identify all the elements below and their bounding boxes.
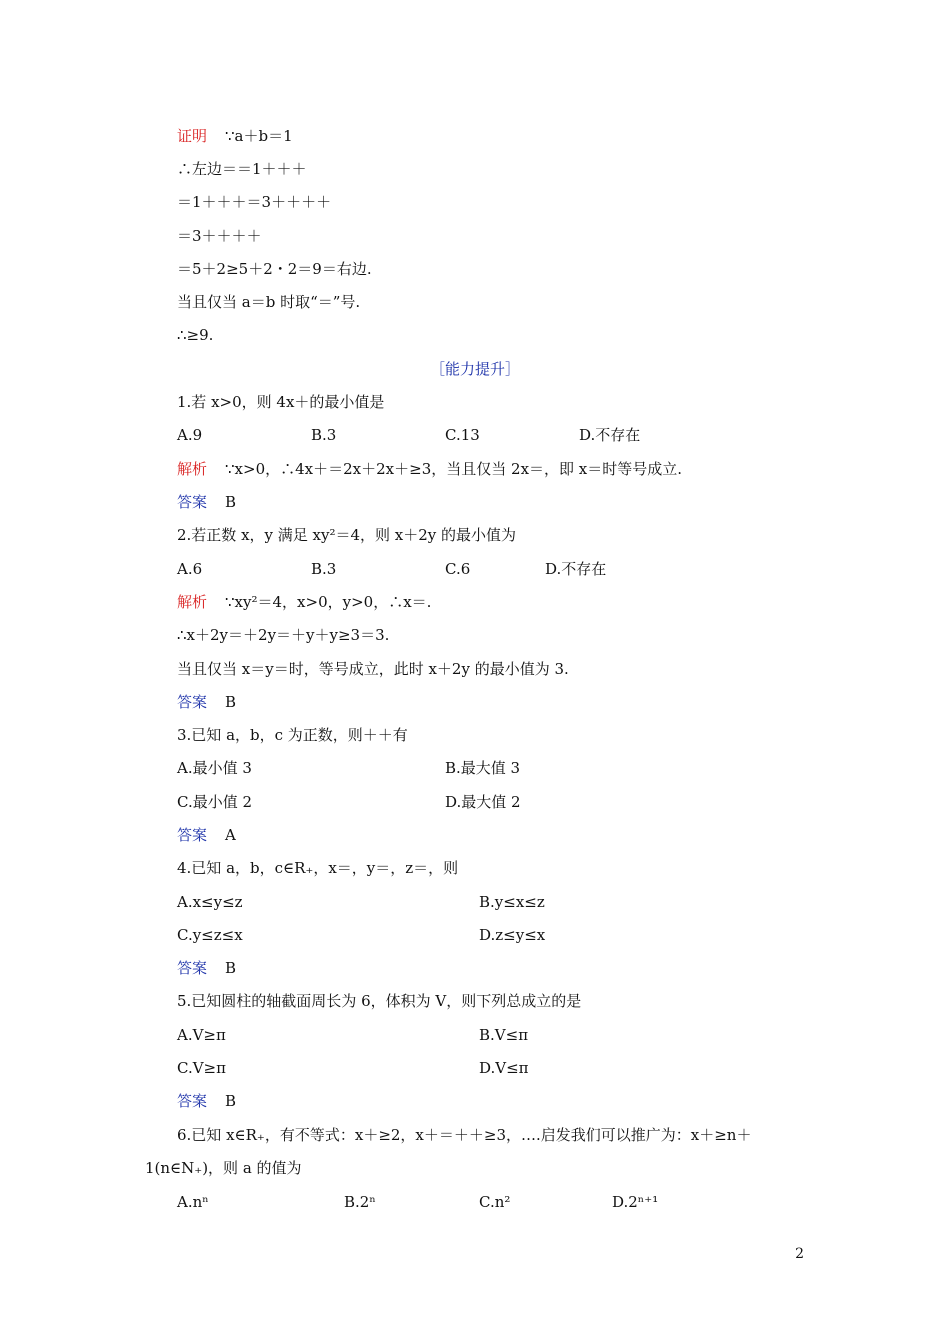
proof-line-3: ＝1＋＋＋＝3＋＋＋＋: [177, 193, 332, 211]
analysis-label: 解析: [177, 593, 208, 611]
q5-option-a: A.V≥π: [177, 1026, 226, 1044]
q4-option-c: C.y≤z≤x: [177, 926, 243, 944]
proof-line-6: 当且仅当 a＝b 时取“＝”号.: [177, 293, 361, 311]
q5-option-b: B.V≤π: [479, 1026, 529, 1044]
proof-line-2: ∴左边＝＝1＋＋＋: [177, 160, 307, 178]
q1-analysis: [177, 459, 682, 479]
q3-option-a: A.最小值 3: [177, 759, 252, 777]
q2-option-d: D.不存在: [545, 560, 607, 578]
q2-analysis-text-1: ∵xy²＝4，x>0，y>0，∴x＝.: [225, 593, 432, 611]
q4-option-b: B.y≤x≤z: [479, 893, 545, 911]
q6-stem-line-1: 6.已知 x∈R₊，有不等式：x＋≥2，x＋＝＋＋≥3，….启发我们可以推广为：x＋≥n＋: [177, 1126, 752, 1144]
proof-line-1: [177, 126, 293, 146]
q5-option-c: C.V≥π: [177, 1059, 226, 1077]
q2-option-b: B.3: [311, 560, 337, 578]
q1-analysis-text: ∵x>0，∴4x＋＝2x＋2x＋≥3，当且仅当 2x＝，即 x＝时等号成立.: [225, 460, 683, 478]
q1-answer: [177, 492, 236, 512]
q4-option-a: A.x≤y≤z: [177, 893, 243, 911]
q3-option-d: D.最大值 2: [445, 793, 521, 811]
q4-answer-value: B: [225, 959, 237, 977]
q2-analysis-line-3: 当且仅当 x＝y＝时，等号成立，此时 x＋2y 的最小值为 3.: [177, 660, 569, 678]
q6-option-a: A.nⁿ: [177, 1193, 209, 1211]
answer-label: 答案: [177, 1092, 208, 1110]
q4-answer: [177, 958, 236, 978]
q6-option-d: D.2ⁿ⁺¹: [612, 1193, 659, 1211]
q5-answer-value: B: [225, 1092, 237, 1110]
proof-line-7: ∴≥9.: [177, 326, 214, 344]
proof-line-5: ＝5＋2≥5＋2・2＝9＝右边.: [177, 260, 372, 278]
q1-option-b: B.3: [311, 426, 337, 444]
page-number: 2: [795, 1246, 804, 1262]
q1-option-a: A.9: [177, 426, 203, 444]
proof-line-4: ＝3＋＋＋＋: [177, 227, 262, 245]
answer-label: 答案: [177, 959, 208, 977]
q1-stem: 1.若 x>0，则 4x＋的最小值是: [177, 393, 385, 411]
q2-analysis: [177, 592, 431, 612]
q1-answer-value: B: [225, 493, 237, 511]
q5-option-d: D.V≤π: [479, 1059, 529, 1077]
q5-stem: 5.已知圆柱的轴截面周长为 6，体积为 V，则下列总成立的是: [177, 992, 582, 1010]
q2-answer-value: B: [225, 693, 237, 711]
q3-answer-value: A: [225, 826, 236, 844]
q2-option-c: C.6: [445, 560, 471, 578]
q2-answer: [177, 692, 236, 712]
section-title: ［能力提升］: [429, 360, 520, 378]
answer-label: 答案: [177, 693, 208, 711]
q4-option-d: D.z≤y≤x: [479, 926, 546, 944]
answer-label: 答案: [177, 826, 208, 844]
q1-option-c: C.13: [445, 426, 480, 444]
q6-option-b: B.2ⁿ: [344, 1193, 376, 1211]
q5-answer: [177, 1091, 236, 1111]
q3-stem: 3.已知 a，b，c 为正数，则＋＋有: [177, 726, 408, 744]
q2-analysis-line-2: ∴x＋2y＝＋2y＝＋y＋y≥3＝3.: [177, 626, 390, 644]
proof-label: 证明: [177, 127, 208, 145]
q2-option-a: A.6: [177, 560, 203, 578]
q2-stem: 2.若正数 x，y 满足 xy²＝4，则 x＋2y 的最小值为: [177, 526, 517, 544]
q6-option-c: C.n²: [479, 1193, 511, 1211]
q4-stem: 4.已知 a，b，c∈R₊，x＝，y＝，z＝，则: [177, 859, 459, 877]
q6-stem-line-2: 1(n∈N₊)，则 a 的值为: [145, 1159, 302, 1177]
q3-answer: [177, 825, 236, 845]
q1-option-d: D.不存在: [579, 426, 641, 444]
proof-text-1: ∵a＋b＝1: [225, 127, 293, 145]
q3-option-b: B.最大值 3: [445, 759, 521, 777]
q3-option-c: C.最小值 2: [177, 793, 253, 811]
analysis-label: 解析: [177, 460, 208, 478]
answer-label: 答案: [177, 493, 208, 511]
